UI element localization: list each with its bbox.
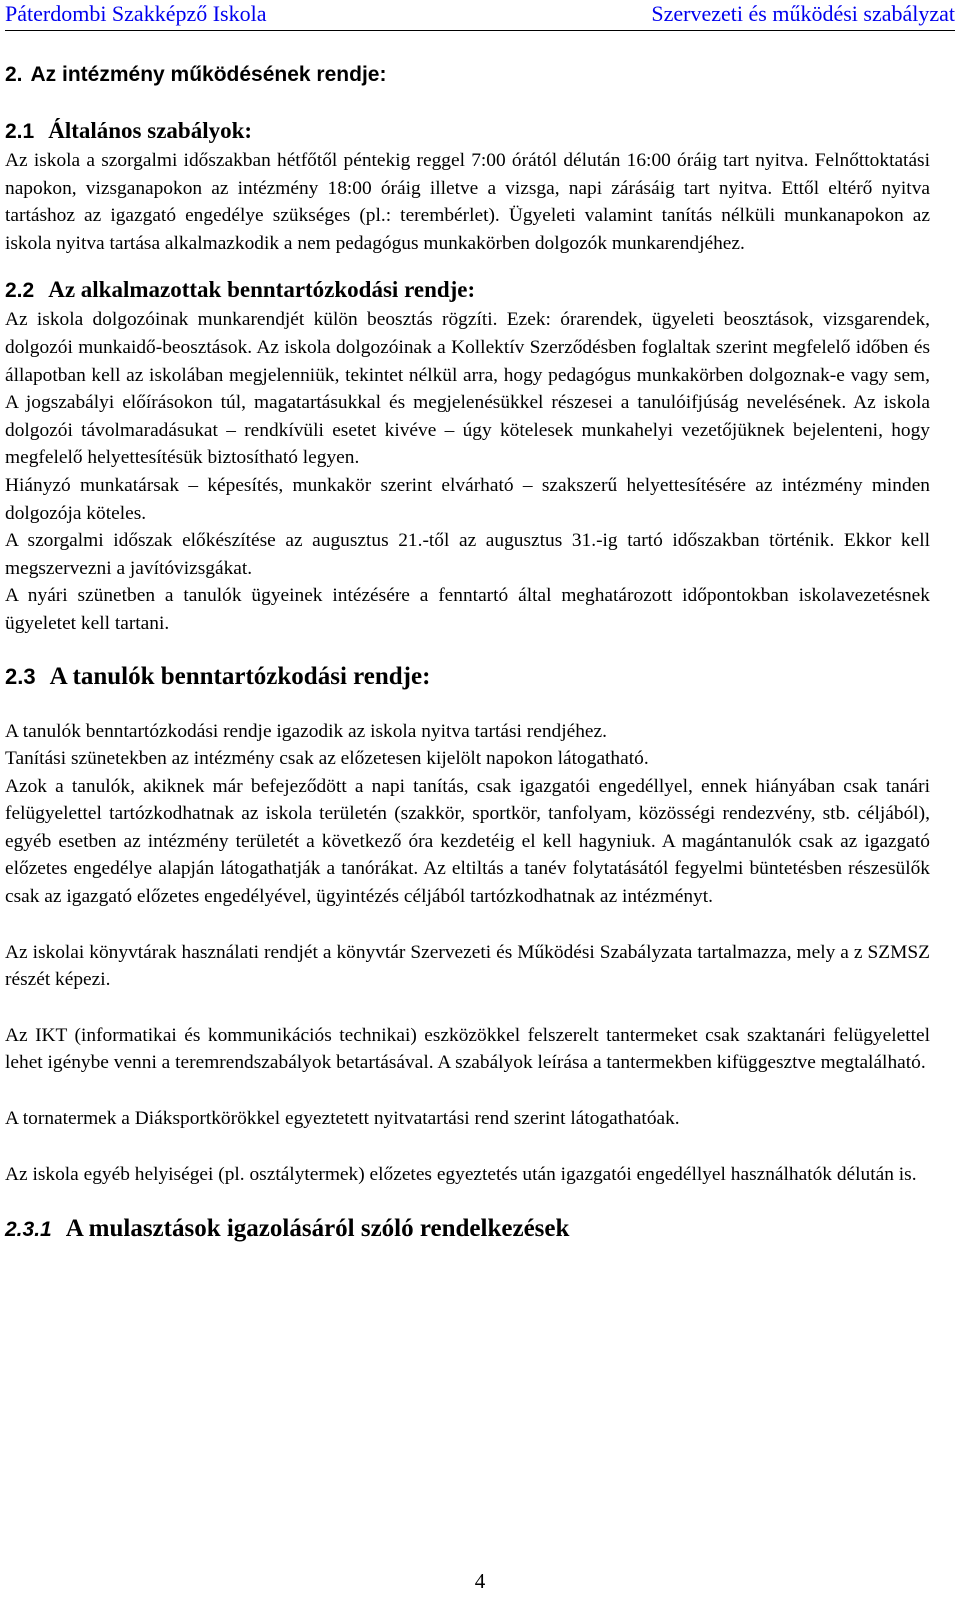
paragraph-substitution: Hiányzó munkatársak – képesítés, munkakör szerint elvárható – szakszerű helyettesítésére az intézmény minden dolgozója köteles. <box>5 474 930 524</box>
paragraph-summer-duty: A nyári szünetben a tanulók ügyeinek intézésére a fenntartó által meghatározott időpontokban iskolavezetésnek ügyeletet kell tartani. <box>5 585 930 634</box>
heading-section-2-1 <box>5 116 930 147</box>
paragraph-opening-hours: Az iskola a szorgalmi időszakban hétfőtől péntekig reggel 7:00 órától délután 16:00 óráig tart nyitva. Felnőttoktatási napokon, vizsganapokon az intézmény 18:00 óráig illetve a vizsga, napi zárásáig tart nyitva. Ettől eltérő nyitva tartáshoz az igazgató engedélye szükséges (pl.: terembérlet). Ügyeleti valamint tanítás nélküli munkanapokon az iskola nyitva tartása alkalmazkodik a nem pedagógus munkakörben dolgozók munkarendjéhez. <box>5 150 930 254</box>
paragraph-ict-rooms: Az IKT (informatikai és kommunikációs technikai) eszközökkel felszerelt tantermeket csak szaktanári felügyelettel lehet igénybe venni a teremrendszabályok betartásával. A szabályok leírása a tantermekben kifüggesztve megtalálható. <box>5 1024 930 1074</box>
heading-section-2-3-1 <box>5 1214 930 1245</box>
heading-section-2-number: 2. <box>5 63 23 86</box>
paragraph-gym-rules: A tornatermek a Diáksportkörökkel egyeztetett nyitvatartási rend szerint látogathatóak. <box>5 1108 680 1130</box>
heading-section-2-3-title: A tanulók benntartózkodási rendje: <box>49 662 431 690</box>
heading-section-2-1-number: 2.1 <box>5 120 35 143</box>
heading-section-2-2-title: Az alkalmazottak benntartózkodási rendje: <box>48 277 476 303</box>
paragraph-holiday-visits: Tanítási szünetekben az intézmény csak az előzetesen kijelölt napokon látogatható. <box>5 748 649 770</box>
heading-section-2-2-number: 2.2 <box>5 279 35 303</box>
heading-section-2-3-1-number: 2.3.1 <box>5 1218 52 1242</box>
paragraph-other-rooms: Az iskola egyéb helyiségei (pl. osztálytermek) előzetes egyeztetés után igazgatói engedéllyel használhatók délután is. <box>5 1163 917 1185</box>
heading-section-2-3-number: 2.3 <box>5 663 36 689</box>
paragraph-staff-schedule: Az iskola dolgozóinak munkarendjét külön beosztás rögzíti. Ezek: órarendek, ügyeleti beosztások, vizsgarendek, dolgozói munkaidő-beosztások. Az iskola dolgozóinak a Kollektív Szerződésben foglaltak szerint megfelelő időben és állapotban kell az iskolában megjelenniük, tekintet nélkül arra, hogy pedagógus munkakörben dolgoznak-e vagy sem, A jogszabályi előírásokon túl, magatartásukkal és megjelenésükkel részesei a tanulóifjúság nevelésének. Az iskola dolgozói távolmaradásukat – rendkívüli esetet kivéve – úgy kötelesek munkahelyi vezetőjüknek bejelenteni, hogy megfelelő helyettesítésük biztosítható legyen. <box>5 309 930 469</box>
heading-section-2-2 <box>5 275 930 306</box>
heading-section-2-title: Az intézmény működésének rendje: <box>30 63 387 86</box>
header-school-name: Páterdombi Szakképző Iskola <box>5 1 267 26</box>
running-header <box>5 0 955 31</box>
page-number: 4 <box>474 1569 486 1593</box>
heading-section-2 <box>5 60 930 90</box>
heading-section-2-3 <box>5 662 930 692</box>
heading-section-2-1-title: Általános szabályok: <box>48 118 253 143</box>
paragraph-after-school-rules: Azok a tanulók, akiknek már befejeződött a napi tanítás, csak igazgatói engedéllyel, ennek hiányában csak tanári felügyelettel tartózkodhatnak az iskola területén (szakkör, sportkör, tanfolyam, közösségi rendezvény, stb. céljából), egyéb esetben az intézmény területét a következő óra kezdetéig el kell hagyniuk. A magántanulók csak az igazgató előzetes engedélye alapján látogathatják a tanórákat. Az eltiltás a tanév folytatásától fegyelmi büntetésben részesülők csak az igazgató előzetes engedélyével, ügyintézés céljából tartózkodhatnak az intézményt. <box>5 775 930 908</box>
page-content <box>5 58 930 1245</box>
paragraph-term-preparation: A szorgalmi időszak előkészítése az augusztus 21.-től az augusztus 31.-ig tartó időszakban történik. Ekkor kell megszervezni a javítóvizsgákat. <box>5 530 930 579</box>
header-document-title: Szervezeti és működési szabályzat <box>651 1 955 26</box>
paragraph-library-rules: Az iskolai könyvtárak használati rendjét a könyvtár Szervezeti és Működési Szabályzata tartalmazza, mely a z SZMSZ részét képezi. <box>5 941 930 991</box>
paragraph-student-presence: A tanulók benntartózkodási rendje igazodik az iskola nyitva tartási rendjéhez. <box>5 720 607 742</box>
heading-section-2-3-1-title: A mulasztások igazolásáról szóló rendelkezések <box>65 1215 570 1243</box>
